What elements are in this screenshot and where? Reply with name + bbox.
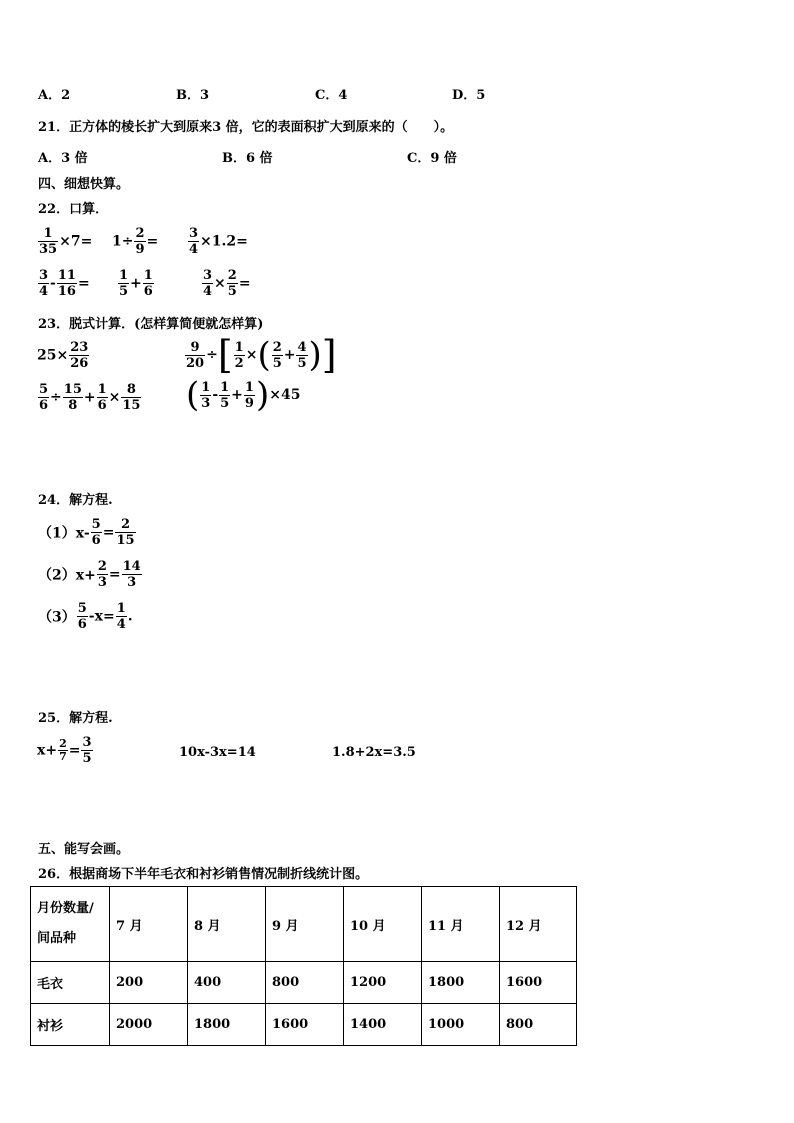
q25-equation-3: 1.8+2x=3.5 <box>332 745 416 760</box>
q23-expr-1: 25× $\frac{23}{26}$ <box>37 340 89 371</box>
option-a: A．2 <box>38 88 71 103</box>
table-cell: 1000 <box>422 1004 500 1046</box>
month-header: 7 月 <box>110 887 188 962</box>
q25-equation-2: 10x-3x=14 <box>179 745 256 760</box>
sales-table <box>30 886 577 1046</box>
question-26-title: 26．根据商场下半年毛衣和衬衫销售情况制折线统计图。 <box>38 867 369 882</box>
q23-expr-3: $\frac{5}{6}$ ÷ $\frac{15}{8}$ + $\frac{1}{6}$ × $\frac{8}{15}$ <box>39 382 141 413</box>
option-d: D．5 <box>452 88 486 103</box>
question-21: 21．正方体的棱长扩大到原来3 倍，它的表面积扩大到原来的（ ）。 <box>38 120 454 135</box>
table-cell: 2000 <box>110 1004 188 1046</box>
table-cell: 1200 <box>344 962 422 1004</box>
question-25-title: 25．解方程. <box>38 711 113 726</box>
row-label: 衬衫 <box>31 1004 110 1046</box>
table-cell: 1600 <box>266 1004 344 1046</box>
q25-equation-1: x+ $\frac{2}{7}$ = $\frac{3}{5}$ <box>37 735 92 766</box>
option-c: C．4 <box>315 88 348 103</box>
q21-option-b: B．6 倍 <box>222 151 273 166</box>
table-cell: 1800 <box>188 1004 266 1046</box>
q23-expr-2: $\frac{9}{20}$ ÷[ $\frac{1}{2}$ ×( $\frac{2}{5}$ + $\frac{4}{5}$ )] <box>186 333 337 377</box>
table-cell: 1600 <box>500 962 577 1004</box>
option-b: B．3 <box>176 88 210 103</box>
month-header: 11 月 <box>422 887 500 962</box>
q22-expr-5: $\frac{1}{5}$ + $\frac{1}{6}$ <box>119 268 153 299</box>
month-header: 8 月 <box>188 887 266 962</box>
table-row <box>31 1004 577 1046</box>
q22-expr-6: $\frac{3}{4}$ × $\frac{2}{5}$ = <box>203 268 251 299</box>
q24-equation-3: （3） $\frac{5}{6}$ -x= $\frac{1}{4}$ . <box>38 601 133 632</box>
q22-expr-4: $\frac{3}{4}$ - $\frac{11}{16}$ = <box>39 268 90 299</box>
table-cell: 1400 <box>344 1004 422 1046</box>
month-header: 12 月 <box>500 887 577 962</box>
table-cell: 800 <box>266 962 344 1004</box>
month-header: 10 月 <box>344 887 422 962</box>
question-22-title: 22．口算． <box>38 202 109 217</box>
corner-label-line2: 间品种 <box>37 931 77 946</box>
q24-equation-2: （2）x+ $\frac{2}{3}$ = $\frac{14}{3}$ <box>38 559 141 590</box>
table-cell: 1800 <box>422 962 500 1004</box>
month-header: 9 月 <box>266 887 344 962</box>
corner-label-line1: 月份数量/ <box>37 901 94 916</box>
q22-expr-2: 1÷ $\frac{2}{9}$ = <box>112 226 159 257</box>
table-header-row <box>31 887 577 962</box>
question-23-title: 23．脱式计算．(怎样算简便就怎样算) <box>38 317 264 332</box>
q22-expr-1: $\frac{1}{35}$ ×7= <box>39 226 93 257</box>
section-5-heading: 五、能写会画。 <box>38 842 130 857</box>
q21-option-a: A．3 倍 <box>38 151 88 166</box>
table-cell: 200 <box>110 962 188 1004</box>
q23-expr-4: ( $\frac{1}{3}$ - $\frac{1}{5}$ + $\frac{1}{9}$ )×45 <box>186 375 301 415</box>
q21-option-c: C．9 倍 <box>407 151 457 166</box>
q24-equation-1: （1）x- $\frac{5}{6}$ = $\frac{2}{15}$ <box>38 517 135 548</box>
section-4-heading: 四、细想快算。 <box>38 177 130 192</box>
row-label: 毛衣 <box>31 962 110 1004</box>
table-cell: 800 <box>500 1004 577 1046</box>
table-row <box>31 962 577 1004</box>
question-24-title: 24．解方程. <box>38 493 113 508</box>
q22-expr-3: $\frac{3}{4}$ ×1.2= <box>189 226 248 257</box>
table-corner-cell <box>31 887 110 962</box>
table-cell: 400 <box>188 962 266 1004</box>
